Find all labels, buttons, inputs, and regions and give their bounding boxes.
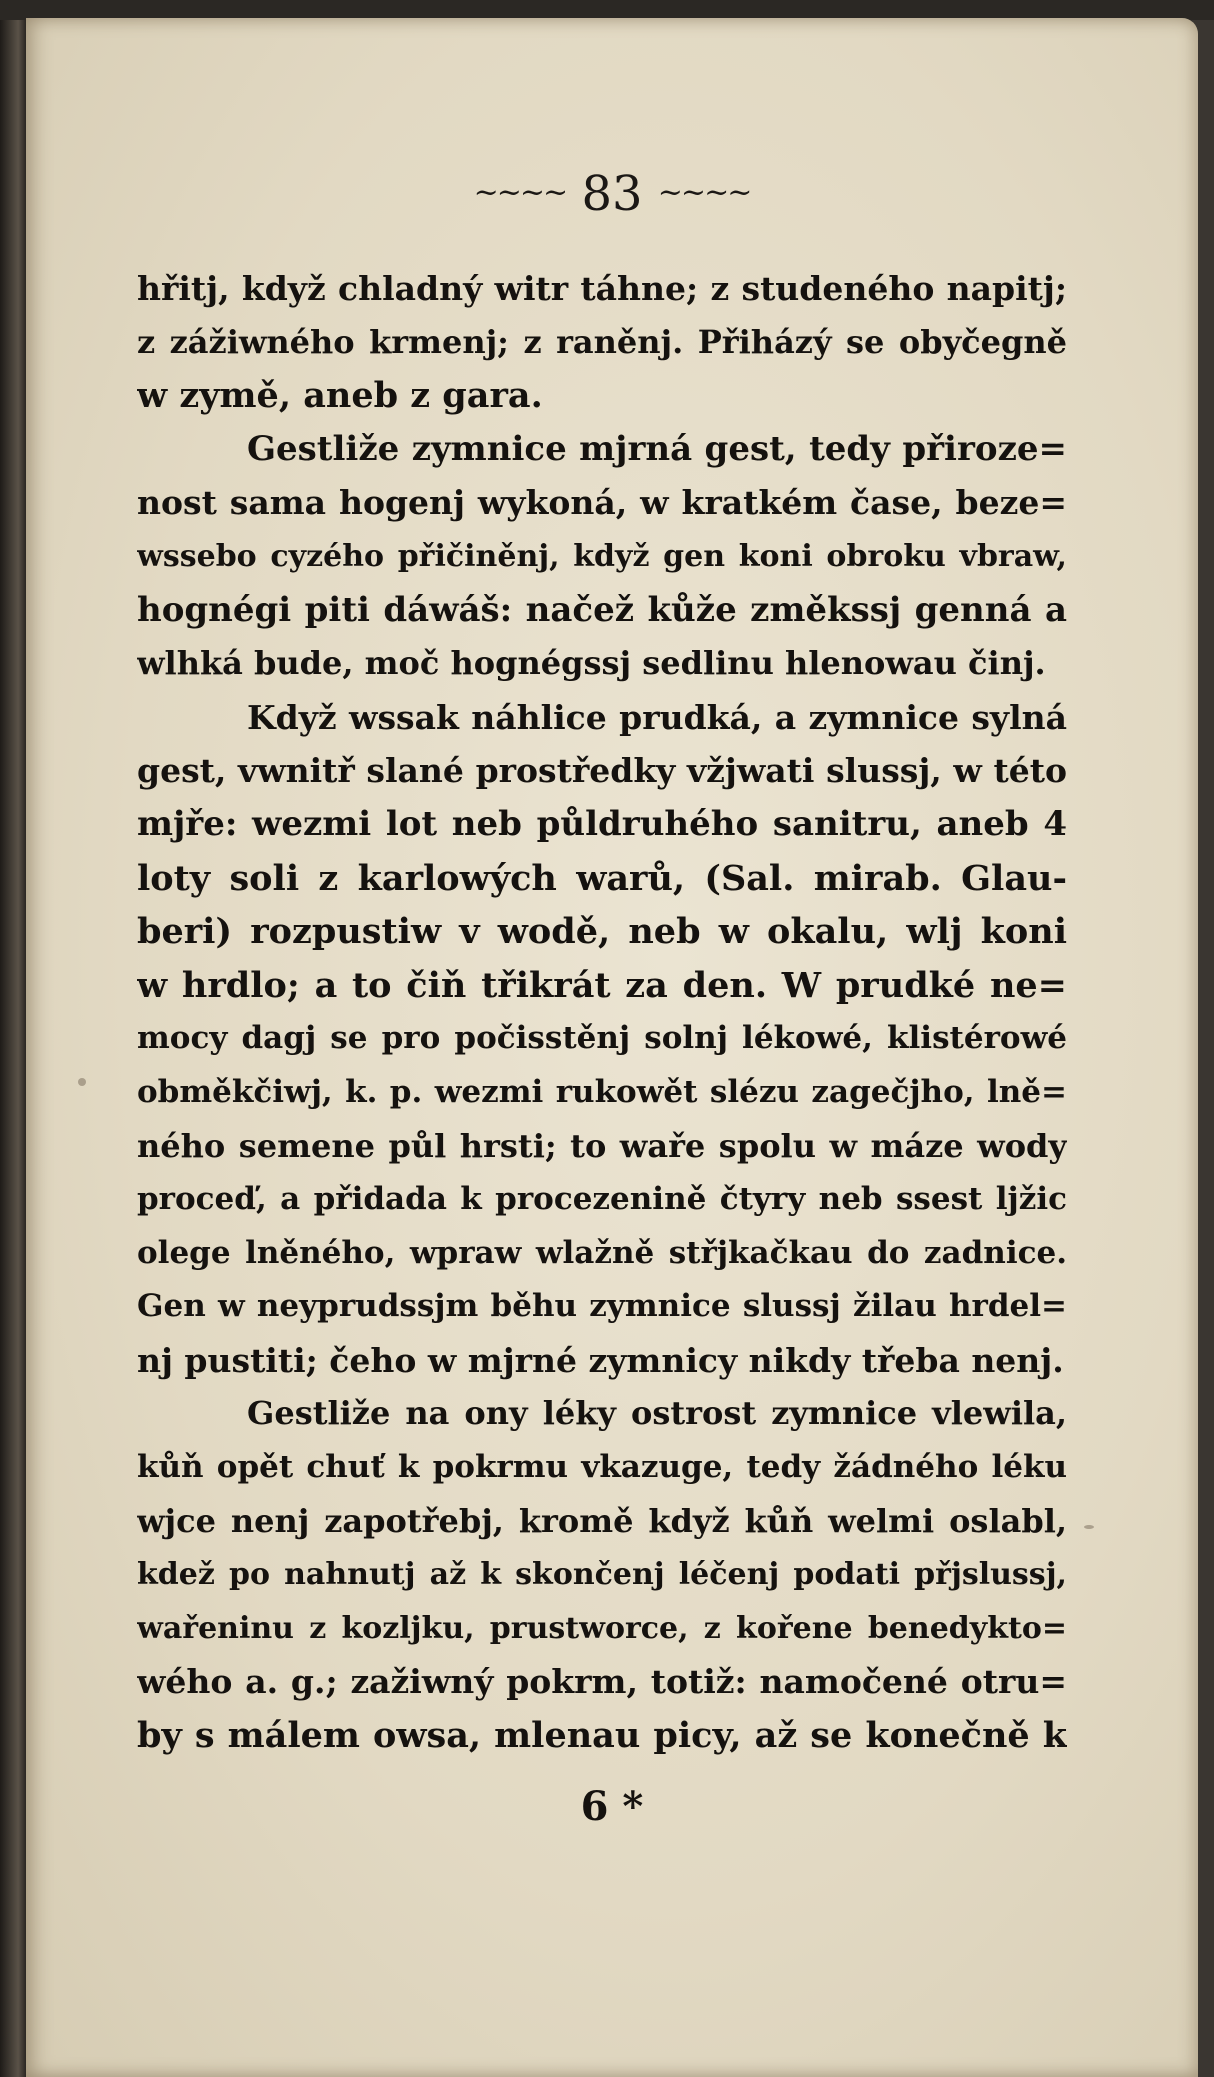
text-line: Když wssak náhlice prudká, a zymnice sylná [247,697,1067,737]
text-line: kůň opět chuť k pokrmu vkazuge, tedy žádného léku [137,1449,1067,1486]
scan-edge-top [0,0,1214,20]
text-line: loty soli z karlowých warů, (Sal. mirab. Glau- [137,857,1067,899]
text-line: hognégi piti dáwáš: načež kůže změkssj genná a [137,589,1067,630]
book-page [26,18,1198,2077]
ink-spot [78,1078,86,1086]
text-line: Gestliže zymnice mjrná gest, tedy přiroze= [247,428,1067,469]
page-number: 83 [581,166,643,222]
text-line: olege lněného, wpraw wlažně střjkačkau do zadnice. [137,1234,1067,1271]
text-line: nost sama hogenj wykoná, w kratkém čase, beze= [137,483,1067,523]
text-line: ného semene půl hrsti; to waře spolu w máze wody [137,1126,1067,1165]
text-line: wjce nenj zapotřebj, kromě když kůň welmi oslabl, [137,1501,1067,1540]
text-line: hřitj, když chladný witr táhne; z studeného napitj; [137,269,1067,308]
text-line: z zážiwného krmenj; z raněnj. Přiházý se obyčegně [137,322,1067,361]
text-line: wssebo cyzého přičiněnj, když gen koni obroku vbraw, [137,538,1067,574]
header-ornament-right: ~~~~ [657,175,751,210]
text-line: mocy dagj se pro počisstěnj solnj lékowé, klistérowé [137,1020,1067,1057]
text-line: by s málem owsa, mlenau picy, až se konečně k [137,1715,1067,1757]
text-line: proceď, a přidada k procezenině čtyry neb ssest ljžic [137,1181,1067,1218]
text-line: wého a. g.; zažiwný pokrm, totiž: namočené otru= [137,1662,1067,1702]
text-line: gest, vwnitř slané prostředky vžjwati slussj, w této [137,751,1067,791]
text-line: mjře: wezmi lot neb půldruhého sanitru, aneb 4 [137,803,1067,844]
text-line: w zymě, aneb z gara. [137,375,543,417]
text-line: Gen w neyprudssjm běhu zymnice slussj žilau hrdel= [137,1288,1067,1325]
signature-mark: 6 * [580,1783,644,1830]
header-ornament-left: ~~~~ [473,175,567,210]
text-line: obměkčiwj, k. p. wezmi rukowět slézu zagečjho, lně= [137,1073,1067,1110]
text-line: w hrdlo; a to čiň třikrát za den. W prudké ne= [137,964,1067,1006]
text-line: wařeninu z kozljku, prustworce, z kořene benedykto= [137,1610,1067,1646]
ink-spot [1084,1525,1094,1529]
scan-edge-left [0,0,26,2077]
text-line: wlhká bude, moč hognégssj sedlinu hlenowau činj. [137,644,1046,683]
text-line: Gestliže na ony léky ostrost zymnice vlewila, [247,1394,1067,1433]
body-text [137,262,1067,1763]
text-line: kdež po nahnutj až k skončenj léčenj podati přjslussj, [137,1557,1067,1593]
text-line: beri) rozpustiw v wodě, neb w okalu, wlj koni [137,911,1067,953]
page-header [26,166,1198,222]
text-line: nj pustiti; čeho w mjrné zymnicy nikdy třeba nenj. [137,1340,1064,1380]
